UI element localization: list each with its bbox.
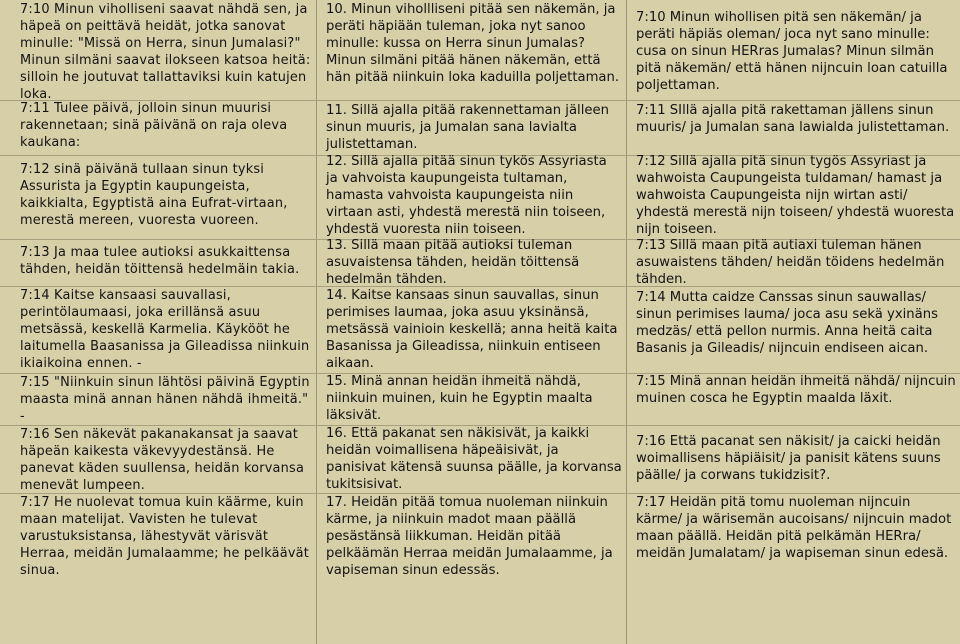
cell-2-13 (326, 238, 622, 289)
verse-text: 7:16 Että pacanat sen näkisit/ ja caicki heidän woimallisens häpiäisit/ ja panisit kätens suuns päälle/ ja corwans tukidzisit?. (636, 434, 941, 483)
cell-1-12 (20, 162, 312, 230)
verse-text: 7:15 Minä annan heidän ihmeitä nähdä/ nijncuin muinen cosca he Egyptin maalda läxit. (636, 374, 956, 406)
verse-text: 7:17 He nuolevat tomua kuin käärme, kuin maan matelijat. Vavisten he tulevat varustuksistansa, lähestyvät värisvät Herraa, meidän Jumalaamme; he pelkäävät sinua. (20, 495, 310, 578)
row-divider (626, 493, 960, 494)
verse-text: 7:13 Sillä maan pitä autiaxi tuleman hänen asuwaistens tähden/ heidän töidens hedelmän tähden. (636, 238, 945, 287)
cell-2-17 (326, 495, 622, 580)
verse-text: 14. Kaitse kansaas sinun sauvallas, sinun perimises laumaa, joka asuu yksinänsä, metsässä vainioin keskellä; anna heitä kaita Basanissa ja Gileadissa, niinkuin entiseen aikaan. (326, 288, 618, 371)
cell-1-17 (20, 495, 312, 580)
cell-1-13 (20, 245, 312, 279)
cell-2-12 (326, 154, 622, 239)
column-1 (0, 0, 317, 644)
cell-2-14 (326, 288, 622, 373)
cell-3-16 (636, 434, 956, 485)
cell-3-11 (636, 103, 956, 137)
column-2 (316, 0, 627, 644)
verse-text: 7:15 "Niinkuin sinun lähtösi päivinä Egyptin maasta minä annan hänen nähdä ihmeitä." - (20, 375, 310, 424)
verse-text: 7:17 Heidän pitä tomu nuoleman nijncuin kärme/ ja wärisemän aucoisans/ nijncuin madot maan päällä. Heidän pitä pelkämän HERra/ meidän Jumalatam/ ja wapiseman sinun edesä. (636, 495, 952, 561)
row-divider (0, 425, 316, 426)
cell-3-13 (636, 238, 956, 289)
verse-text: 11. Sillä ajalla pitää rakennettaman jälleen sinun muuris, ja Jumalan sana lavialta julistettaman. (326, 103, 609, 152)
cell-1-16 (20, 427, 312, 495)
verse-text: 7:10 Minun wihollisen pitä sen näkemän/ ja peräti häpiäs oleman/ joca nyt sano minulle: cusa on sinun HERras Jumalas? Minun silmän pitä näkemän/ että hänen nijncuin loan catuilla poljettaman. (636, 10, 948, 93)
cell-3-10 (636, 10, 956, 95)
cell-2-11 (326, 103, 622, 154)
verse-text: 17. Heidän pitää tomua nuoleman niinkuin kärme, ja niinkuin madot maan päällä pesästänsä liikkuman. Heidän pitää pelkäämän Herraa meidän Jumalaamme, ja vapiseman sinun edessäs. (326, 495, 613, 578)
verse-text: 7:10 Minun viholliseni saavat nähdä sen, ja häpeä on peittävä heidät, jotka sanovat minulle: "Missä on Herra, sinun Jumalasi?" Minun silmäni saavat ilokseen katsoa heitä: silloin he joutuvat tallattaviksi kuin katujen loka. (20, 2, 311, 102)
verse-text: 10. Minun vihollliseni pitää sen näkemän, ja peräti häpiään tuleman, joka nyt sanoo minulle: kussa on Herra sinun Jumalas? Minun silmäni pitää hänen näkemän, että hän pitää niinkuin loka kaduilla poljettaman. (326, 2, 620, 85)
row-divider (0, 239, 316, 240)
verse-text: 15. Minä annan heidän ihmeitä nähdä, niinkuin muinen, kuin he Egyptin maalta läksivät. (326, 374, 593, 423)
verse-text: 7:12 Sillä ajalla pitä sinun tygös Assyriast ja wahwoista Caupungeista tuldaman/ hamast ja wahwoista Caupungeista nijn wirtan asti/ yhdestä merestä nijn toiseen/ yhdestä wuoresta nijn toiseen. (636, 154, 955, 237)
cell-1-10 (20, 2, 312, 103)
row-divider (316, 493, 626, 494)
row-divider (626, 286, 960, 287)
row-divider (0, 155, 316, 156)
verse-text: 7:11 SIllä ajalla pitä rakettaman jällens sinun muuris/ ja Jumalan sana lawialda julistettaman. (636, 103, 950, 135)
row-divider (626, 425, 960, 426)
verse-text: 7:14 Mutta caidze Canssas sinun sauwallas/ sinun perimises lauma/ joca asu sekä yxinäns medzäs/ että pellon nurmis. Anna heitä caita Basanis ja Gileadis/ nijncuin endiseen aican. (636, 290, 938, 356)
verse-text: 7:12 sinä päivänä tullaan sinun tyksi Assurista ja Egyptin kaupungeista, kaikkialta, Egyptistä aina Eufrat-virtaan, merestä mereen, vuoresta vuoreen. (20, 162, 288, 228)
cell-1-11 (20, 101, 312, 152)
row-divider (0, 493, 316, 494)
column-3 (626, 0, 960, 644)
cell-1-14 (20, 288, 312, 373)
row-divider (316, 286, 626, 287)
row-divider (0, 373, 316, 374)
verse-text: 16. Että pakanat sen näkisivät, ja kaikki heidän voimallisena häpeäisivät, ja panisivat kätensä suunsa päälle, ja korvansa tukitsisivat. (326, 426, 622, 492)
row-divider (316, 100, 626, 101)
verse-text: 7:11 Tulee päivä, jolloin sinun muurisi rakennetaan; sinä päivänä on raja oleva kaukana: (20, 101, 288, 150)
cell-2-10 (326, 2, 622, 87)
cell-2-15 (326, 374, 622, 425)
cell-3-12 (636, 154, 956, 239)
verse-text: 13. Sillä maan pitää autioksi tuleman asuvaistensa tähden, heidän töittensä hedelmän tähden. (326, 238, 580, 287)
verse-text: 7:13 Ja maa tulee autioksi asukkaittensa tähden, heidän töittensä hedelmäin takia. (20, 245, 300, 277)
verse-text: 7:14 Kaitse kansaasi sauvallasi, perintölaumaasi, joka erillänsä asuu metsässä, keskellä Karmelia. Käykööt he laitumella Baasanissa ja Gileadissa niinkuin ikiaikoina ennen. - (20, 288, 310, 371)
row-divider (626, 100, 960, 101)
verse-text: 7:16 Sen näkevät pakanakansat ja saavat häpeän kaikesta väkevyydestänsä. He panevat käden suullensa, heidän korvansa menevät lumpeen. (20, 427, 305, 493)
cell-2-16 (326, 426, 622, 494)
cell-1-15 (20, 375, 312, 426)
cell-3-17 (636, 495, 956, 563)
verse-text: 12. Sillä ajalla pitää sinun tykös Assyriasta ja vahvoista kaupungeista tultaman, hamasta vahvoista kaupungeista niin virtaan asti, yhdestä merestä niin toiseen, yhdestä vuoresta niin toiseen. (326, 154, 607, 237)
cell-3-15 (636, 374, 956, 408)
cell-3-14 (636, 290, 956, 358)
row-divider (0, 286, 316, 287)
